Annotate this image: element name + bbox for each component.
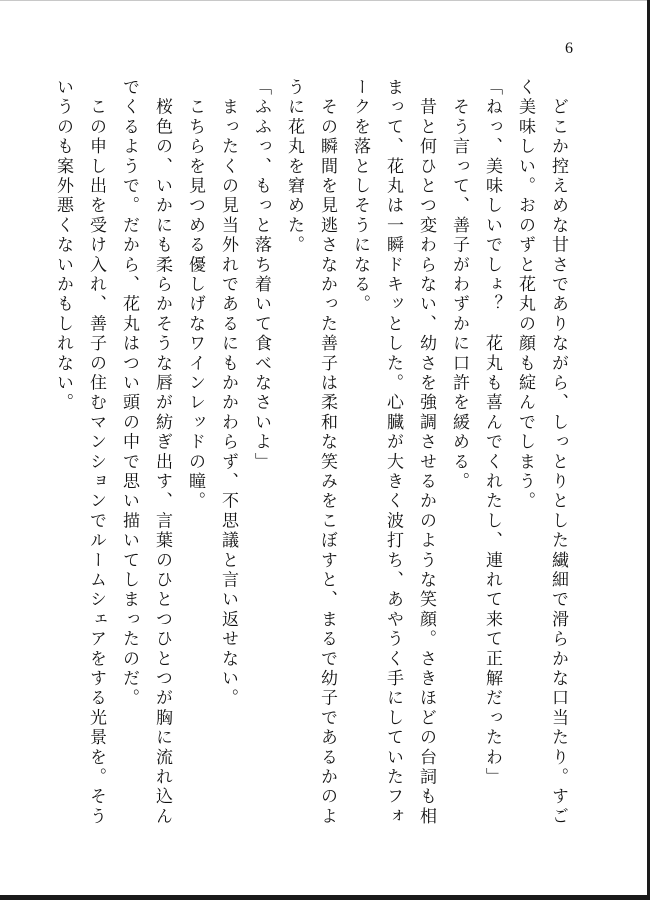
page-border-top <box>0 0 650 1</box>
text-line: ークを落としそうになる。 <box>350 78 370 315</box>
page-number: 6 <box>565 40 573 57</box>
page-border-bottom <box>0 895 650 900</box>
text-line: 「ふふっ、もっと落ち着いて食べなさいよ」 <box>251 78 271 472</box>
text-line: この申し出を受け入れ、善子の住むマンションでルームシェアをする光景を。そう <box>86 78 106 827</box>
text-line: そう言って、善子がわずかに口許を緩める。 <box>449 78 469 492</box>
text-line: まったくの見当外れであるにもかかわらず、不思議と言い返せない。 <box>218 78 238 709</box>
text-line: 「ねっ、美味しいでしょ？ 花丸も喜んでくれたし、連れて来て正解だったわ」 <box>482 78 502 788</box>
text-line: でくるようで。だから、花丸はつい頭の中で思い描いてしまったのだ。 <box>119 78 139 709</box>
text-line: 桜色の、いかにも柔らかそうな唇が紡ぎ出す、言葉のひとつひとつが胸に流れ込ん <box>152 78 172 827</box>
text-line: まって、花丸は一瞬ドキッとした。心臓が大きく波打ち、あやうく手にしていたフォ <box>383 78 403 827</box>
vertical-body-text <box>46 78 574 838</box>
text-line: うに花丸を窘めた。 <box>284 78 304 256</box>
text-line: 昔と何ひとつ変わらない、幼さを強調させるかのような笑顔。さきほどの台詞も相 <box>416 78 436 827</box>
text-line: どこか控えめな甘さでありながら、しっとりとした繊細で滑らかな口当たり。すご <box>548 78 568 827</box>
text-line: その瞬間を見逃さなかった善子は柔和な笑みをこぼすと、まるで幼子であるかのよ <box>317 78 337 827</box>
text-line: く美味しい。おのずと花丸の顔も綻んでしまう。 <box>515 78 535 512</box>
text-line: いうのも案外悪くないかもしれない。 <box>53 78 73 413</box>
text-line: こちらを見つめる優しげなワインレッドの瞳。 <box>185 78 205 512</box>
